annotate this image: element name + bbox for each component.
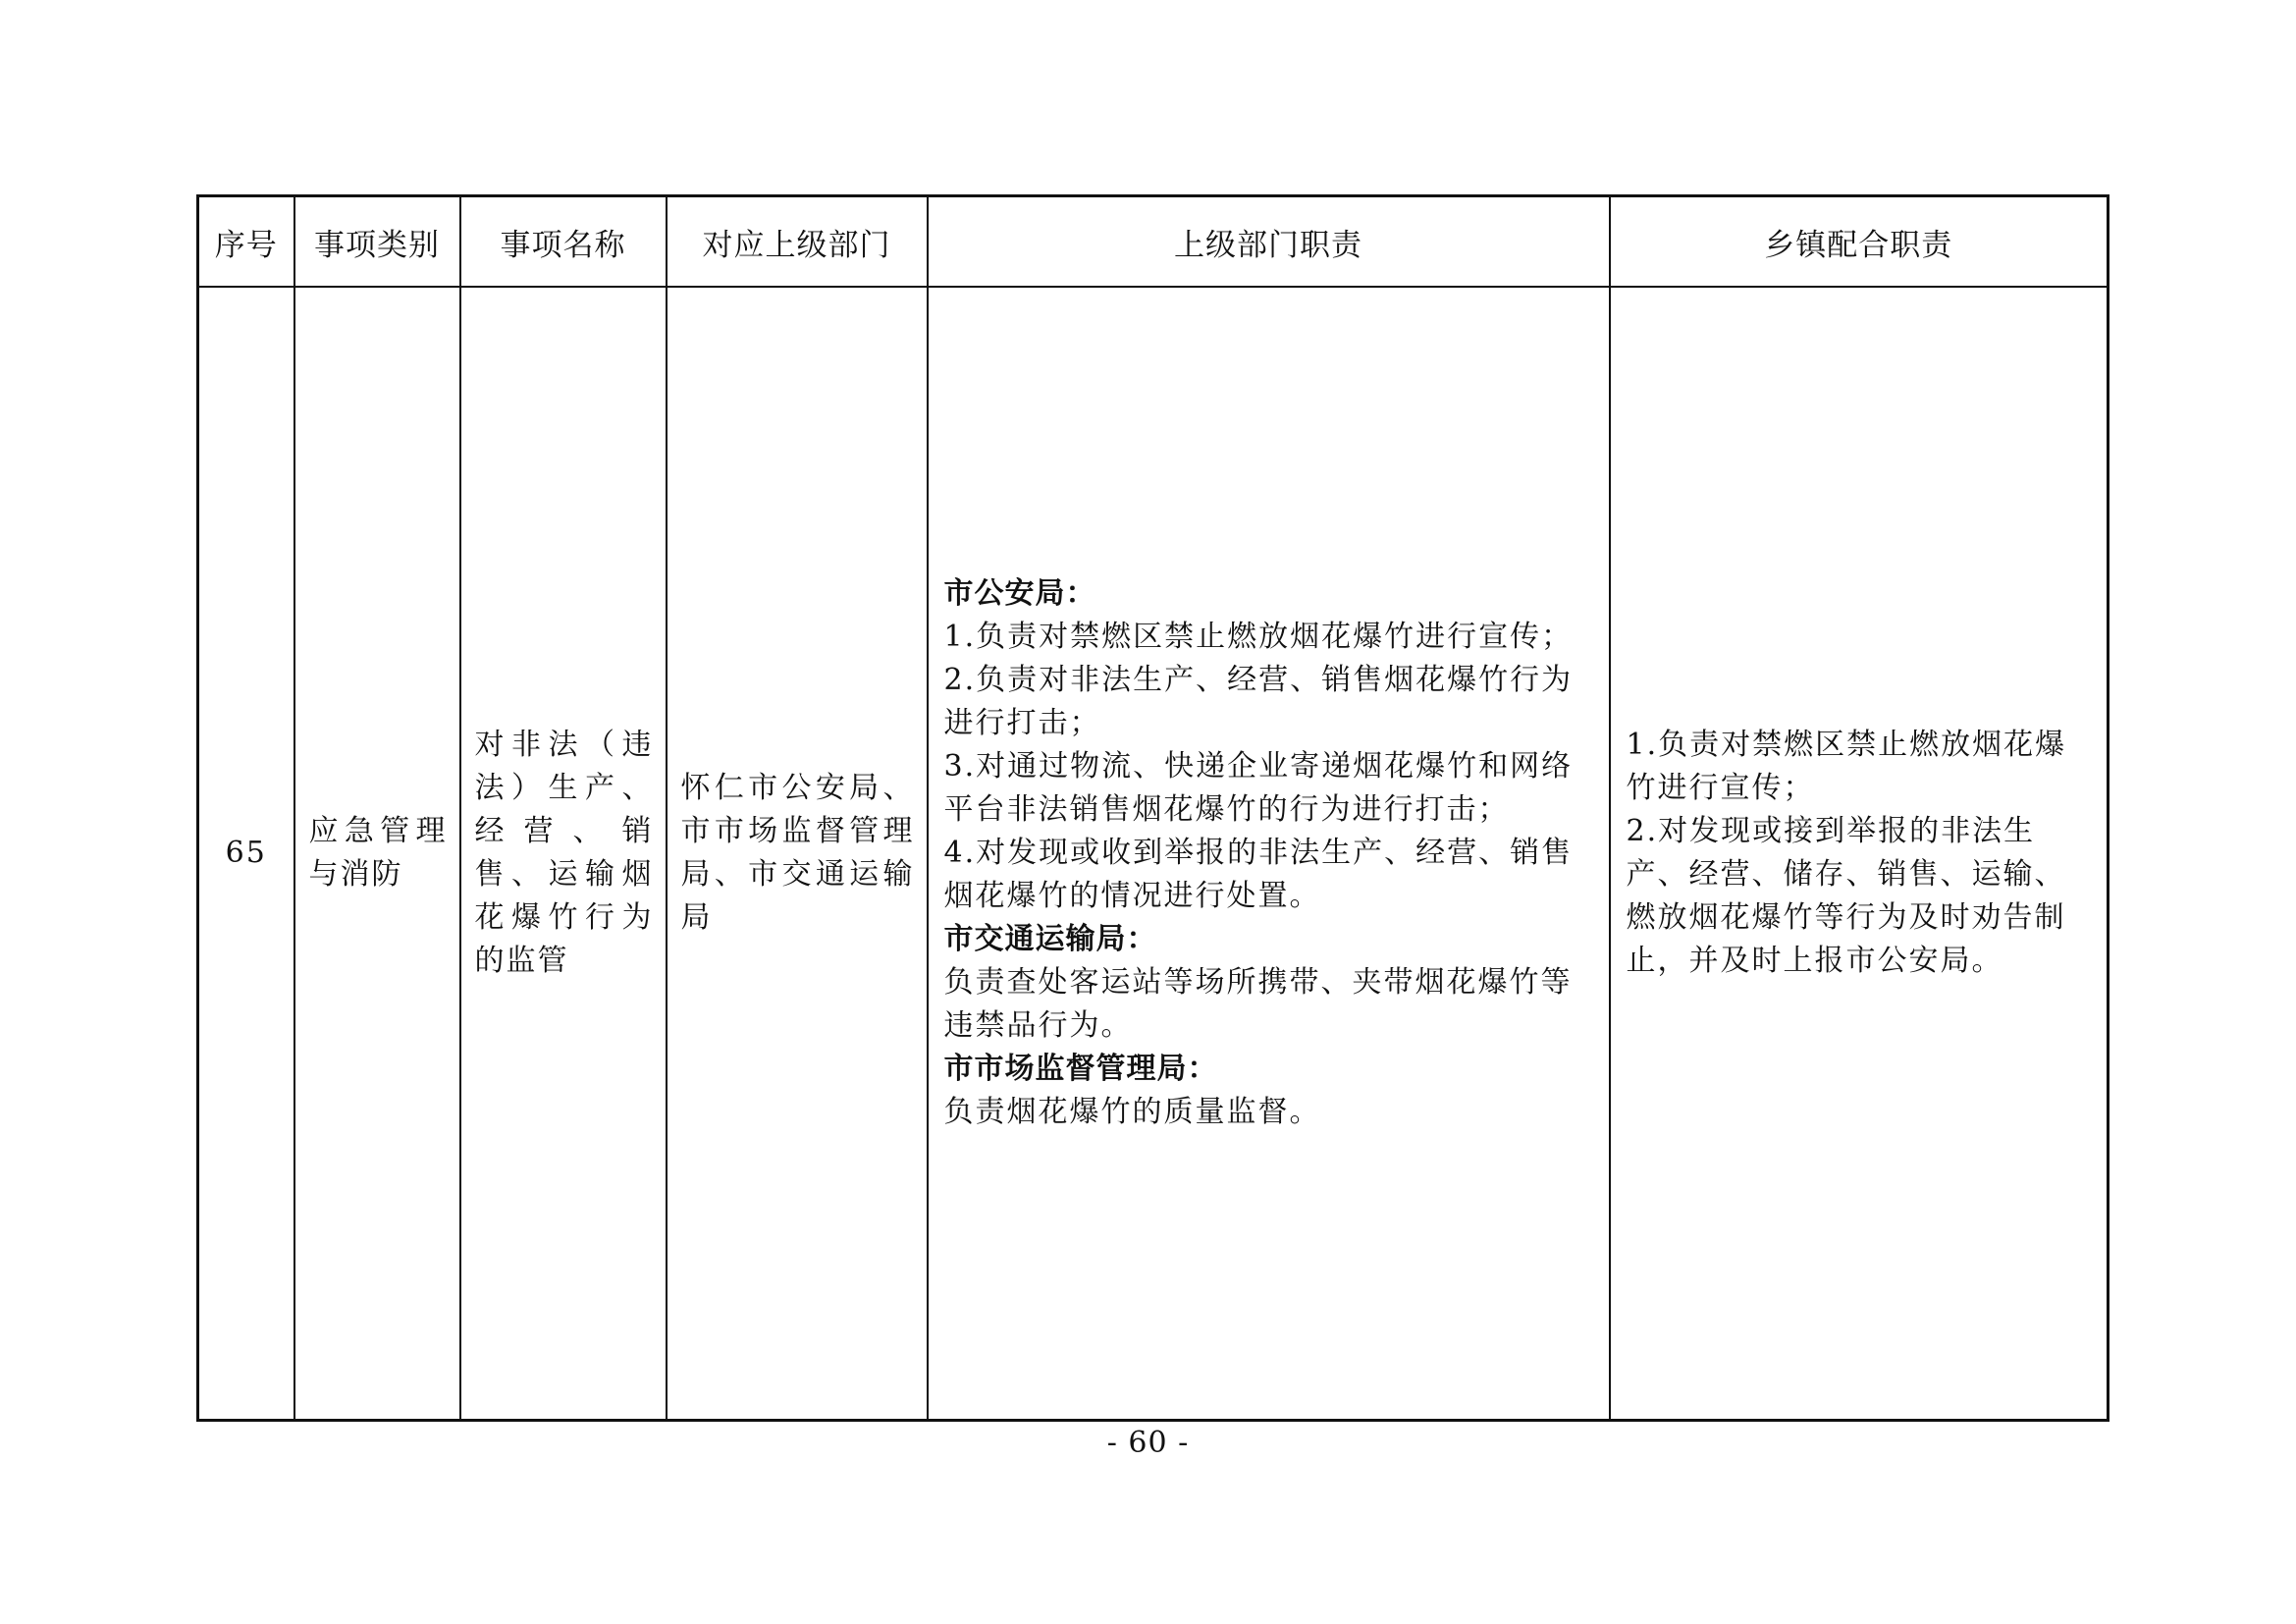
duty-heading-market: 市市场监督管理局： <box>943 1052 1218 1086</box>
table-row <box>198 287 2109 1421</box>
header-category: 事项类别 <box>294 196 460 288</box>
duty-table <box>196 194 2109 1422</box>
header-duty: 上级部门职责 <box>928 196 1610 288</box>
duty-line: 4.对发现或收到举报的非法生产、经营、销售烟花爆竹的情况进行处置。 <box>943 836 1574 913</box>
table-header-row <box>198 196 2109 288</box>
cell-dept: 怀仁市公安局、市市场监督管理局、市交通运输局 <box>667 287 928 1421</box>
page-number: - 60 - <box>1106 1426 1190 1460</box>
town-line: 2.对发现或接到举报的非法生产、经营、储存、销售、运输、燃放烟花爆竹等行为及时劝告制止，并及时上报市公安局。 <box>1626 814 2066 978</box>
cell-name: 对非法（违法）生产、经营、销售、运输烟花爆竹行为的监管 <box>460 287 667 1421</box>
duty-line: 1.负责对禁燃区禁止燃放烟花爆竹进行宣传； <box>943 620 1574 654</box>
header-name: 事项名称 <box>460 196 667 288</box>
header-seq: 序号 <box>198 196 294 288</box>
cell-duty <box>928 287 1610 1421</box>
cell-category: 应急管理与消防 <box>294 287 460 1421</box>
duty-heading-transport: 市交通运输局： <box>943 922 1157 956</box>
duty-line: 2.负责对非法生产、经营、销售烟花爆竹行为进行打击； <box>943 663 1574 740</box>
cell-town <box>1610 287 2109 1421</box>
duty-line: 3.对通过物流、快递企业寄递烟花爆竹和网络平台非法销售烟花爆竹的行为进行打击； <box>943 749 1574 827</box>
cell-seq: 65 <box>198 287 294 1421</box>
duty-heading-police: 市公安局： <box>943 576 1096 611</box>
duty-line: 负责烟花爆竹的质量监督。 <box>943 1095 1321 1129</box>
header-town: 乡镇配合职责 <box>1610 196 2109 288</box>
header-dept: 对应上级部门 <box>667 196 928 288</box>
duty-line: 负责查处客运站等场所携带、夹带烟花爆竹等违禁品行为。 <box>943 965 1573 1043</box>
town-line: 1.负责对禁燃区禁止燃放烟花爆竹进行宣传； <box>1626 728 2067 805</box>
